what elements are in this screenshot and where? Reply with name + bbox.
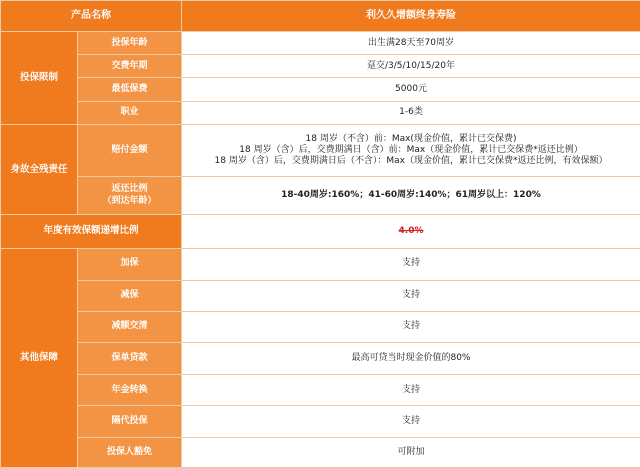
section-other-label: 其他保障 [1, 248, 78, 467]
section-death-benefit-label: 身故全残责任 [1, 124, 78, 215]
table-row [1, 343, 640, 375]
row-value: 支持 [182, 280, 640, 311]
table-row [1, 55, 640, 78]
section-insure-limits-label: 投保限制 [1, 32, 78, 125]
row-value: 支持 [182, 406, 640, 437]
payout-line: 18 周岁（含）后，交费期满日（含）前：Max（现金价值，累计已交保费*返还比例） [239, 144, 583, 155]
table-row [1, 124, 640, 176]
row-value: 趸交/3/5/10/15/20年 [182, 55, 640, 78]
payout-line: 18 周岁（不含）前：Max(现金价值，累计已交保费) [305, 133, 517, 144]
row-value: 支持 [182, 375, 640, 406]
table-row [1, 78, 640, 101]
row-value: 支持 [182, 311, 640, 342]
table-row [1, 32, 640, 55]
row-value: 5000元 [182, 78, 640, 101]
table-row [1, 437, 640, 467]
table-row [1, 248, 640, 280]
row-label: 职业 [78, 101, 182, 124]
product-name: 利久久增额终身寿险 [182, 1, 640, 32]
row-label: 交费年期 [78, 55, 182, 78]
row-value: 1-6类 [182, 101, 640, 124]
table-row [1, 375, 640, 406]
row-label: 年金转换 [78, 375, 182, 406]
return-ratio-value: 18-40周岁:160%；41-60周岁:140%；61周岁以上：120% [182, 177, 640, 215]
row-label: 减额交清 [78, 311, 182, 342]
table-row [1, 101, 640, 124]
row-label: 最低保费 [78, 78, 182, 101]
return-ratio-label [78, 177, 182, 215]
row-label: 隔代投保 [78, 406, 182, 437]
row-label: 投保年龄 [78, 32, 182, 55]
return-ratio-label-line1: 返还比例 [111, 184, 148, 195]
table-row [1, 215, 640, 248]
row-label: 投保人豁免 [78, 437, 182, 467]
row-label: 保单贷款 [78, 343, 182, 375]
row-label: 减保 [78, 280, 182, 311]
payout-amount-value [182, 124, 640, 176]
table-row [1, 177, 640, 215]
row-value: 支持 [182, 248, 640, 280]
row-value: 最高可贷当时现金价值的80% [182, 343, 640, 375]
table-row [1, 280, 640, 311]
payout-amount-label: 赔付金额 [78, 124, 182, 176]
table-row [1, 311, 640, 342]
product-name-column-label: 产品名称 [1, 1, 182, 32]
row-value: 出生满28天至70周岁 [182, 32, 640, 55]
return-ratio-label-line2: （到达年龄） [102, 195, 157, 206]
row-label: 加保 [78, 248, 182, 280]
header-row [1, 1, 640, 32]
payout-line: 18 周岁（含）后，交费期满日后（不含）：Max（现金价值，累计已交保费*返还比例，有效保额） [214, 156, 608, 167]
growth-rate-value: 4.0% [182, 215, 640, 248]
growth-rate-label: 年度有效保额递增比例 [1, 215, 182, 248]
row-value: 可附加 [182, 437, 640, 467]
table-row [1, 406, 640, 437]
